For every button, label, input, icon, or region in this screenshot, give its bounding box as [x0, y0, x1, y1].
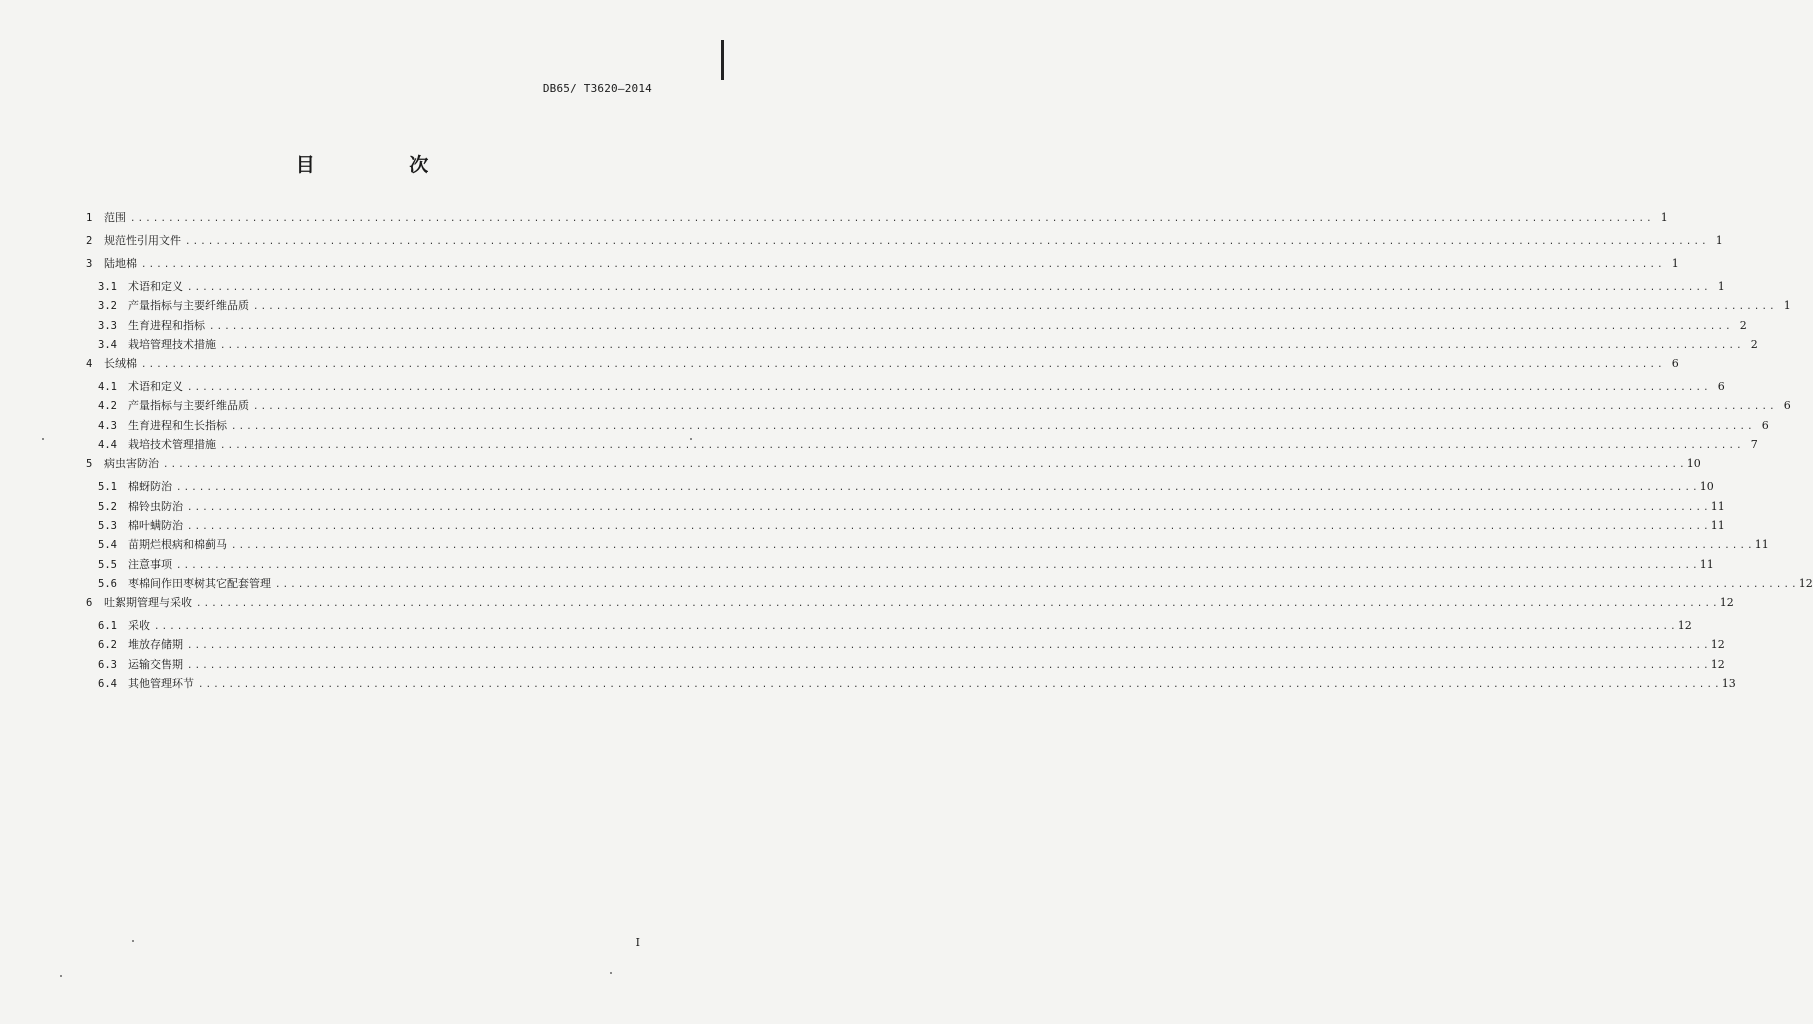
- toc-entry-number: 1: [86, 212, 93, 224]
- toc-entry: [86, 636, 1725, 655]
- toc-entry-label: 枣棉间作田枣树其它配套管理: [128, 576, 271, 590]
- toc-entry-page: 1: [1671, 257, 1679, 270]
- toc-leader-dots: ........................................................................................................................................................................................................: [231, 421, 1755, 432]
- toc-entry: [86, 317, 1747, 336]
- toc-entry-page: 6: [1671, 357, 1679, 371]
- toc-entry: [86, 455, 1701, 478]
- toc-leader-dots: ........................................................................................................................................................................................................: [275, 579, 1799, 590]
- toc-entry-label: 术语和定义: [128, 380, 183, 394]
- toc-entry-number: 3: [86, 258, 93, 270]
- toc-entry: [86, 436, 1758, 455]
- toc-entry-number: 3.3: [98, 319, 117, 332]
- toc-entry-label: 产量指标与主要纤维品质: [128, 299, 249, 313]
- toc-entry: [86, 675, 1736, 694]
- toc-leader-dots: ........................................................................................................................................................................................................: [130, 214, 1654, 224]
- toc-leader-dots: ........................................................................................................................................................................................................: [220, 340, 1744, 351]
- toc-entry: [86, 355, 1679, 378]
- toc-entry-page: 1: [1660, 211, 1668, 224]
- toc-entry-page: 11: [1699, 557, 1714, 571]
- toc-entry-label: 棉蚜防治: [128, 480, 172, 494]
- toc-entry: [86, 397, 1791, 416]
- toc-leader-dots: ........................................................................................................................................................................................................: [253, 302, 1777, 313]
- toc-entry-number: 3.4: [98, 338, 117, 351]
- toc-entry-page: 11: [1710, 499, 1725, 513]
- toc-entry-number: 4.4: [98, 439, 117, 452]
- toc-entry-page: 1: [1715, 234, 1723, 247]
- toc-leader-dots: ........................................................................................................................................................................................................: [185, 237, 1709, 247]
- toc-entry: [86, 417, 1769, 436]
- toc-entry: [86, 575, 1813, 594]
- toc-entry-label: 采收: [128, 619, 150, 633]
- toc-leader-dots: ........................................................................................................................................................................................................: [154, 622, 1678, 633]
- toc-entry-page: 13: [1721, 677, 1736, 691]
- toc-entry-number: 4.3: [98, 419, 117, 432]
- toc-entry-number: 5.1: [98, 481, 117, 494]
- toc-leader-dots: ........................................................................................................................................................................................................: [231, 541, 1755, 552]
- scan-speck: [690, 438, 692, 440]
- toc-entry: [86, 517, 1725, 536]
- toc-entry-page: 12: [1719, 596, 1734, 610]
- toc-entry-label: 生育进程和指标: [128, 318, 205, 332]
- toc-entry-label: 术语和定义: [128, 280, 183, 293]
- toc-entry-label: 病虫害防治: [104, 457, 159, 471]
- scan-speck: [42, 438, 44, 440]
- toc-entry-label: 棉叶螨防治: [128, 518, 183, 532]
- toc-leader-dots: ........................................................................................................................................................................................................: [176, 483, 1700, 494]
- toc-entry-number: 4.1: [98, 381, 117, 394]
- document-code: DB65/ T3620—2014: [542, 82, 652, 95]
- toc-entry-page: 6: [1761, 418, 1769, 432]
- toc-entry-page: 12: [1710, 657, 1725, 671]
- toc-entry-page: 2: [1750, 337, 1758, 351]
- toc-leader-dots: ........................................................................................................................................................................................................: [209, 321, 1733, 332]
- toc-entry: [86, 556, 1714, 575]
- toc-entry-number: 3.1: [98, 281, 117, 293]
- toc-entry-number: 5: [86, 458, 93, 471]
- toc-leader-dots: ........................................................................................................................................................................................................: [163, 460, 1687, 471]
- toc-entry-page: 6: [1783, 399, 1791, 413]
- toc-entry-label: 运输交售期: [128, 657, 183, 671]
- scan-speck: [132, 940, 134, 942]
- toc-entry-number: 3.2: [98, 300, 117, 313]
- toc-entry-label: 其他管理环节: [128, 677, 194, 691]
- toc-entry-number: 4.2: [98, 400, 117, 413]
- toc-entry: [86, 278, 1725, 297]
- toc-entry: [86, 297, 1791, 316]
- toc-entry-label: 苗期烂根病和棉蓟马: [128, 538, 227, 552]
- page-title: 目 次: [295, 154, 473, 176]
- toc-leader-dots: ........................................................................................................................................................................................................: [141, 260, 1665, 270]
- toc-entry-number: 2: [86, 235, 93, 247]
- toc-entry-label: 栽培技术管理措施: [128, 438, 216, 452]
- toc-entry-number: 6.3: [98, 658, 117, 671]
- toc-entry-number: 6.4: [98, 678, 117, 691]
- toc-entry-page: 2: [1739, 318, 1747, 332]
- toc-leader-dots: ........................................................................................................................................................................................................: [187, 502, 1711, 513]
- scan-edge-mark: [721, 40, 724, 80]
- toc-entry-page: 1: [1783, 299, 1791, 313]
- toc-entry-number: 6: [86, 597, 93, 610]
- toc-entry-label: 陆地棉: [104, 257, 137, 270]
- toc-leader-dots: ........................................................................................................................................................................................................: [176, 560, 1700, 571]
- toc-entry-number: 6.1: [98, 620, 117, 633]
- toc-entry-page: 1: [1717, 280, 1725, 293]
- toc-leader-dots: ........................................................................................................................................................................................................: [220, 441, 1744, 452]
- toc-entry-label: 生育进程和生长指标: [128, 418, 227, 432]
- toc-entry-label: 栽培管理技术措施: [128, 337, 216, 351]
- toc-entry-page: 10: [1699, 480, 1714, 494]
- toc-entry-page: 12: [1798, 576, 1813, 590]
- toc-entry-page: 6: [1717, 380, 1725, 394]
- toc-entry-label: 注意事项: [128, 557, 172, 571]
- toc-entry-label: 长绒棉: [104, 357, 137, 371]
- toc-entry-page: 10: [1686, 457, 1701, 471]
- toc-entry: [86, 536, 1769, 555]
- page-number: I: [635, 936, 640, 949]
- toc-entry-page: 12: [1710, 638, 1725, 652]
- toc-entry-number: 5.5: [98, 558, 117, 571]
- scan-speck: [60, 975, 62, 977]
- toc-entry-number: 5.4: [98, 539, 117, 552]
- toc-entry: [86, 498, 1725, 517]
- toc-entry-number: 4: [86, 358, 93, 371]
- toc-leader-dots: ........................................................................................................................................................................................................: [187, 641, 1711, 652]
- toc-leader-dots: ........................................................................................................................................................................................................: [187, 660, 1711, 671]
- toc-entry-label: 范围: [104, 211, 126, 224]
- toc-entry-label: 棉铃虫防治: [128, 499, 183, 513]
- toc-entry: [86, 594, 1734, 617]
- toc-entry: [86, 378, 1725, 397]
- toc-entry-page: 12: [1677, 619, 1692, 633]
- toc-entry-number: 6.2: [98, 639, 117, 652]
- toc-entry: [86, 336, 1758, 355]
- toc-leader-dots: ........................................................................................................................................................................................................: [196, 599, 1720, 610]
- scan-speck: [610, 972, 612, 974]
- toc-entry-label: 产量指标与主要纤维品质: [128, 399, 249, 413]
- toc-entry-label: 堆放存储期: [128, 638, 183, 652]
- toc-entry-page: 11: [1710, 518, 1725, 532]
- toc-entry-label: 规范性引用文件: [104, 234, 181, 247]
- toc-entry-number: 5.3: [98, 519, 117, 532]
- toc-entry-page: 11: [1754, 538, 1769, 552]
- toc-entry-page: 7: [1750, 438, 1758, 452]
- toc-entry: [86, 617, 1692, 636]
- toc-entry: [86, 478, 1714, 497]
- toc-leader-dots: ........................................................................................................................................................................................................: [141, 360, 1665, 371]
- toc-entry: [86, 232, 1723, 255]
- toc-entry: [86, 209, 1668, 232]
- toc-entry-number: 5.2: [98, 500, 117, 513]
- toc-leader-dots: ........................................................................................................................................................................................................: [187, 383, 1711, 394]
- toc-leader-dots: ........................................................................................................................................................................................................: [187, 283, 1711, 293]
- toc-leader-dots: ........................................................................................................................................................................................................: [187, 521, 1711, 532]
- table-of-contents: [86, 209, 1813, 694]
- toc-entry-label: 吐絮期管理与采收: [104, 596, 192, 610]
- toc-entry: [86, 255, 1679, 278]
- toc-entry: [86, 656, 1725, 675]
- toc-leader-dots: ........................................................................................................................................................................................................: [253, 402, 1777, 413]
- toc-entry-number: 5.6: [98, 577, 117, 590]
- toc-leader-dots: ........................................................................................................................................................................................................: [198, 680, 1722, 691]
